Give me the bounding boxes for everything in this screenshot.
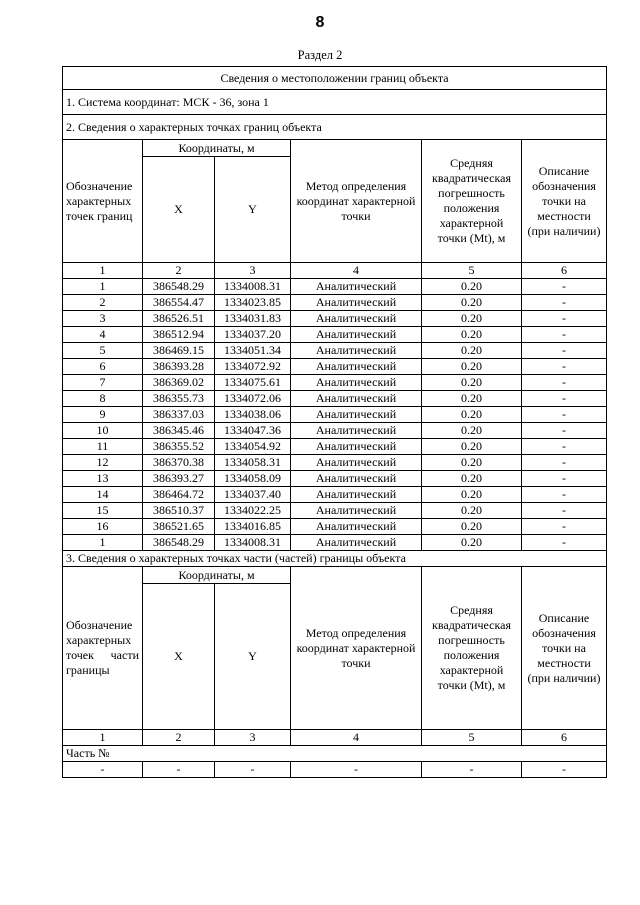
col-num: 4 <box>291 263 422 279</box>
header-coords: Координаты, м <box>143 140 291 157</box>
accuracy: 0.20 <box>422 503 522 519</box>
coord-x: 386548.29 <box>143 535 215 551</box>
point-id: 1 <box>63 279 143 295</box>
description: - <box>522 503 607 519</box>
method: Аналитический <box>291 535 422 551</box>
table-row <box>63 439 607 455</box>
description: - <box>522 407 607 423</box>
col-num: 5 <box>422 263 522 279</box>
table-row <box>63 343 607 359</box>
boundaries-table <box>62 66 607 778</box>
header-part-point: Обозначение характерных точек части границы <box>63 567 143 730</box>
description: - <box>522 439 607 455</box>
method: Аналитический <box>291 359 422 375</box>
table-row <box>63 471 607 487</box>
point-id: 2 <box>63 295 143 311</box>
section-2-title: 2. Сведения о характерных точках границ объекта <box>63 115 607 140</box>
col-num: 6 <box>522 263 607 279</box>
coord-y: 1334072.06 <box>215 391 291 407</box>
point-id: 14 <box>63 487 143 503</box>
header-x: X <box>143 157 215 263</box>
description: - <box>522 375 607 391</box>
accuracy: 0.20 <box>422 279 522 295</box>
accuracy: 0.20 <box>422 519 522 535</box>
header-method-2: Метод определения координат характерной точки <box>291 567 422 730</box>
description: - <box>522 295 607 311</box>
coord-x: 386512.94 <box>143 327 215 343</box>
col-num: 2 <box>143 263 215 279</box>
description: - <box>522 471 607 487</box>
table-row <box>63 455 607 471</box>
table-row <box>63 487 607 503</box>
coord-x: 386355.52 <box>143 439 215 455</box>
coord-x: 386554.47 <box>143 295 215 311</box>
accuracy: 0.20 <box>422 407 522 423</box>
accuracy: 0.20 <box>422 359 522 375</box>
header-coords-2: Координаты, м <box>143 567 291 584</box>
coord-y: 1334058.09 <box>215 471 291 487</box>
method: Аналитический <box>291 423 422 439</box>
coord-x: 386369.02 <box>143 375 215 391</box>
coord-x: 386355.73 <box>143 391 215 407</box>
accuracy: 0.20 <box>422 487 522 503</box>
header-y-2: Y <box>215 584 291 730</box>
coord-x: 386345.46 <box>143 423 215 439</box>
part-cell: - <box>422 762 522 778</box>
header-method: Метод определения координат характерной точки <box>291 140 422 263</box>
point-id: 4 <box>63 327 143 343</box>
table-title: Сведения о местоположении границ объекта <box>63 67 607 90</box>
coord-y: 1334016.85 <box>215 519 291 535</box>
accuracy: 0.20 <box>422 375 522 391</box>
description: - <box>522 359 607 375</box>
coord-y: 1334008.31 <box>215 279 291 295</box>
description: - <box>522 455 607 471</box>
table-row <box>63 519 607 535</box>
point-id: 6 <box>63 359 143 375</box>
coord-x: 386510.37 <box>143 503 215 519</box>
accuracy: 0.20 <box>422 423 522 439</box>
part-cell: - <box>143 762 215 778</box>
table-row <box>63 311 607 327</box>
coord-x: 386548.29 <box>143 279 215 295</box>
header-y: Y <box>215 157 291 263</box>
coord-y: 1334031.83 <box>215 311 291 327</box>
accuracy: 0.20 <box>422 295 522 311</box>
coord-x: 386370.38 <box>143 455 215 471</box>
header-description: Описание обозначения точки на местности (при наличии) <box>522 140 607 263</box>
point-id: 15 <box>63 503 143 519</box>
coord-x: 386469.15 <box>143 343 215 359</box>
part-cell: - <box>63 762 143 778</box>
accuracy: 0.20 <box>422 455 522 471</box>
table-row <box>63 295 607 311</box>
method: Аналитический <box>291 487 422 503</box>
point-id: 8 <box>63 391 143 407</box>
header-accuracy: Средняя квадратическая погрешность положения характерной точки (Mt), м <box>422 140 522 263</box>
method: Аналитический <box>291 471 422 487</box>
col-num: 3 <box>215 263 291 279</box>
method: Аналитический <box>291 375 422 391</box>
table-row <box>63 503 607 519</box>
coord-system: 1. Система координат: МСК - 36, зона 1 <box>63 90 607 115</box>
column-numbers-row-2 <box>63 730 607 746</box>
table-row <box>63 535 607 551</box>
method: Аналитический <box>291 407 422 423</box>
coord-x: 386464.72 <box>143 487 215 503</box>
description: - <box>522 279 607 295</box>
method: Аналитический <box>291 455 422 471</box>
point-id: 10 <box>63 423 143 439</box>
part-cell: - <box>291 762 422 778</box>
method: Аналитический <box>291 391 422 407</box>
coord-y: 1334075.61 <box>215 375 291 391</box>
point-id: 1 <box>63 535 143 551</box>
description: - <box>522 535 607 551</box>
header-description-2: Описание обозначения точки на местности (при наличии) <box>522 567 607 730</box>
accuracy: 0.20 <box>422 439 522 455</box>
coord-y: 1334072.92 <box>215 359 291 375</box>
part-label: Часть № <box>63 746 607 762</box>
part-cell: - <box>215 762 291 778</box>
accuracy: 0.20 <box>422 471 522 487</box>
coord-y: 1334008.31 <box>215 535 291 551</box>
method: Аналитический <box>291 327 422 343</box>
coord-y: 1334037.40 <box>215 487 291 503</box>
coord-y: 1334038.06 <box>215 407 291 423</box>
method: Аналитический <box>291 519 422 535</box>
section-title: Раздел 2 <box>297 48 343 62</box>
coord-x: 386526.51 <box>143 311 215 327</box>
method: Аналитический <box>291 295 422 311</box>
coord-x: 386521.65 <box>143 519 215 535</box>
point-id: 5 <box>63 343 143 359</box>
method: Аналитический <box>291 279 422 295</box>
col-num: 5 <box>422 730 522 746</box>
accuracy: 0.20 <box>422 343 522 359</box>
coord-x: 386337.03 <box>143 407 215 423</box>
col-num: 6 <box>522 730 607 746</box>
table-row <box>63 327 607 343</box>
accuracy: 0.20 <box>422 327 522 343</box>
accuracy: 0.20 <box>422 391 522 407</box>
method: Аналитический <box>291 503 422 519</box>
col-num: 4 <box>291 730 422 746</box>
coord-y: 1334054.92 <box>215 439 291 455</box>
description: - <box>522 311 607 327</box>
part-cell: - <box>522 762 607 778</box>
table-row <box>63 391 607 407</box>
accuracy: 0.20 <box>422 311 522 327</box>
table-row <box>63 407 607 423</box>
header-x-2: X <box>143 584 215 730</box>
description: - <box>522 519 607 535</box>
table-row <box>63 423 607 439</box>
page-number: 8 <box>315 14 325 31</box>
point-id: 16 <box>63 519 143 535</box>
col-num: 3 <box>215 730 291 746</box>
coord-x: 386393.27 <box>143 471 215 487</box>
col-num: 2 <box>143 730 215 746</box>
header-point: Обозначение характерных точек границ <box>63 140 143 263</box>
point-id: 13 <box>63 471 143 487</box>
coord-y: 1334037.20 <box>215 327 291 343</box>
description: - <box>522 487 607 503</box>
table-row <box>63 359 607 375</box>
method: Аналитический <box>291 311 422 327</box>
coord-x: 386393.28 <box>143 359 215 375</box>
method: Аналитический <box>291 439 422 455</box>
coord-y: 1334022.25 <box>215 503 291 519</box>
coord-y: 1334047.36 <box>215 423 291 439</box>
description: - <box>522 391 607 407</box>
column-numbers-row <box>63 263 607 279</box>
table-row <box>63 375 607 391</box>
section-3-title: 3. Сведения о характерных точках части (частей) границы объекта <box>63 551 607 567</box>
col-num: 1 <box>63 730 143 746</box>
point-id: 12 <box>63 455 143 471</box>
point-id: 9 <box>63 407 143 423</box>
description: - <box>522 423 607 439</box>
point-id: 7 <box>63 375 143 391</box>
coord-y: 1334058.31 <box>215 455 291 471</box>
coord-y: 1334051.34 <box>215 343 291 359</box>
col-num: 1 <box>63 263 143 279</box>
method: Аналитический <box>291 343 422 359</box>
coord-y: 1334023.85 <box>215 295 291 311</box>
header-accuracy-2: Средняя квадратическая погрешность положения характерной точки (Mt), м <box>422 567 522 730</box>
table-row <box>63 279 607 295</box>
description: - <box>522 327 607 343</box>
accuracy: 0.20 <box>422 535 522 551</box>
description: - <box>522 343 607 359</box>
part-row <box>63 762 607 778</box>
point-id: 11 <box>63 439 143 455</box>
point-id: 3 <box>63 311 143 327</box>
